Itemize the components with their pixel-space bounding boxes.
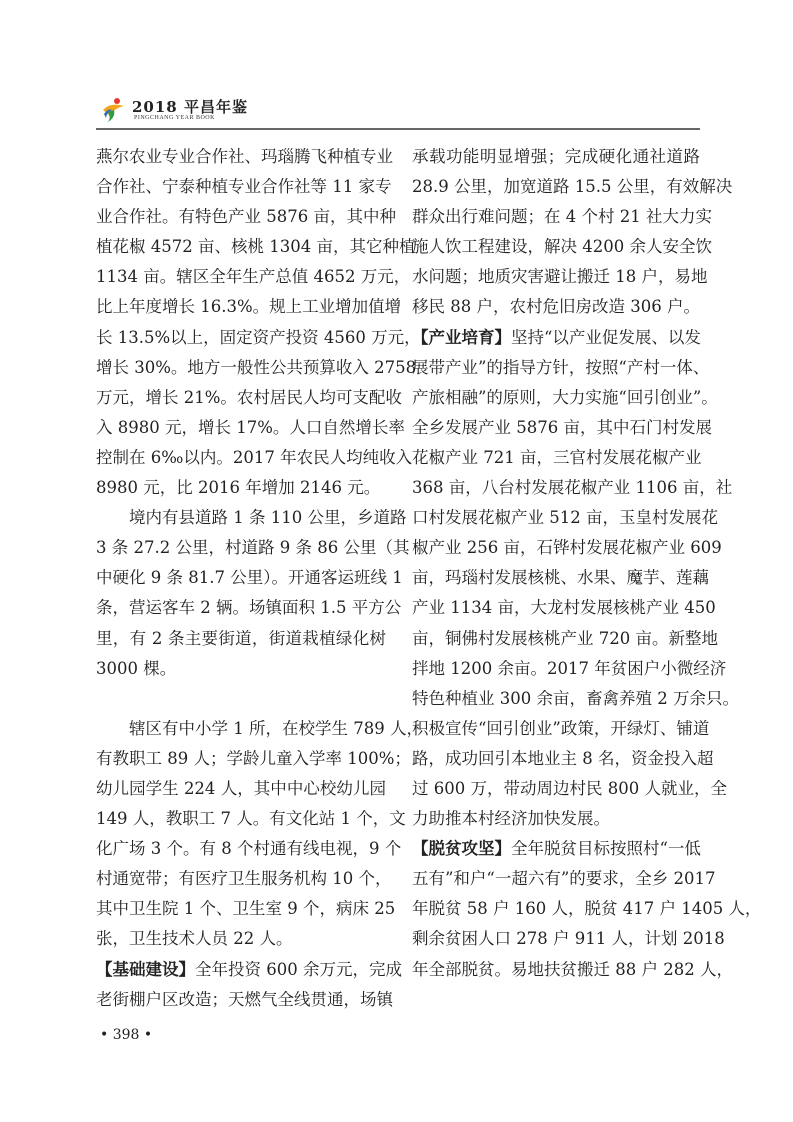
text-line — [96, 985, 393, 1015]
text-line — [96, 924, 386, 954]
line-text: 施人饮工程建设，解决 4200 余人安全饮 — [412, 237, 712, 257]
text-line — [412, 714, 710, 744]
text-line — [412, 834, 700, 864]
text-line — [96, 232, 416, 262]
line-text: 年脱贫 58 户 160 人，脱贫 417 户 1405 人， — [412, 899, 762, 919]
text-line — [412, 593, 716, 623]
text-line — [96, 654, 386, 684]
line-text: 产业 1134 亩，大龙村发展核桃产业 450 — [412, 598, 716, 618]
line-text: 3000 棵。 — [96, 658, 177, 678]
line-text: 口村发展花椒产业 512 亩，玉皇村发展花 — [412, 508, 718, 528]
line-text: 剩余贫困人口 278 户 911 人，计划 2018 — [412, 929, 725, 949]
text-line — [96, 804, 406, 834]
text-line — [412, 292, 700, 322]
line-text: 产旅相融”的原则，大力实施“回引创业”。 — [412, 387, 718, 407]
text-line — [412, 744, 714, 774]
line-text: 五有”和户“一超六有”的要求，全乡 2017 — [412, 869, 716, 889]
text-line — [96, 744, 411, 774]
text-line — [412, 443, 700, 473]
text-line — [412, 202, 712, 232]
text-line — [96, 533, 410, 563]
yearbook-logo-icon — [100, 96, 128, 124]
section-heading: 【产业培育】 — [412, 327, 511, 347]
text-line — [96, 413, 405, 443]
text-line — [412, 383, 718, 413]
text-line — [412, 172, 733, 202]
line-text: 比上年度增长 16.3%。规上工业增加值增 — [96, 297, 402, 317]
text-line — [96, 563, 403, 593]
line-text: 里，有 2 条主要街道，街道栽植绿化树 — [96, 628, 386, 648]
text-line — [96, 834, 402, 864]
line-text: 辖区有中小学 1 所，在校学生 789 人， — [129, 718, 423, 738]
text-line — [412, 473, 733, 503]
line-text: 展带产业”的指导方针，按照“产村一体、 — [412, 357, 710, 377]
line-text: 3 条 27.2 公里，村道路 9 条 86 公里（其 — [96, 538, 410, 558]
line-text: 坚持“以产业促发展、以发 — [511, 327, 701, 347]
line-text: 亩，玛瑙村发展核桃、水果、魔芋、莲藕 — [412, 568, 709, 588]
paragraph-gap — [96, 684, 386, 714]
text-line — [96, 473, 386, 503]
line-text: 群众出行难问题；在 4 个村 21 社大力实 — [412, 207, 712, 227]
text-line — [412, 894, 762, 924]
line-text: 入 8980 元，增长 17%。人口自然增长率 — [96, 417, 405, 437]
text-line — [412, 804, 700, 834]
text-line — [96, 172, 392, 202]
line-text: 长 13.5%以上，固定资产投资 4560 万元， — [96, 327, 421, 347]
line-text: 控制在 6‰以内。2017 年农民人均纯收入 — [96, 447, 413, 467]
line-text: 中硬化 9 条 81.7 公里）。开通客运班线 1 — [96, 568, 403, 588]
line-text: 路，成功回引本地业主 8 名，资金投入超 — [412, 748, 714, 768]
line-text: 幼儿园学生 224 人，其中中心校幼儿园 — [96, 778, 386, 798]
line-text: 植花椒 4572 亩、核桃 1304 亩，其它种植 — [96, 237, 416, 257]
line-text: 椒产业 256 亩，石铧村发展花椒产业 609 — [412, 538, 722, 558]
line-text: 368 亩，八台村发展花椒产业 1106 亩，社 — [412, 478, 733, 498]
line-text: 亩，铜佛村发展核桃产业 720 亩。新整地 — [412, 628, 718, 648]
text-line — [412, 353, 710, 383]
line-text: 149 人，教职工 7 人。有文化站 1 个，文 — [96, 809, 406, 829]
line-text: 花椒产业 721 亩，三官村发展花椒产业 — [412, 447, 702, 467]
line-text: 张，卫生技术人员 22 人。 — [96, 929, 293, 949]
text-line — [412, 654, 727, 684]
left-column — [96, 142, 423, 1015]
text-line — [96, 202, 396, 232]
header-subtitle: PINGCHANG YEAR BOOK — [134, 115, 215, 121]
line-text: 老街棚户区改造；天燃气全线贯通，场镇 — [96, 989, 393, 1009]
line-text: 化广场 3 个。有 8 个村通有线电视，9 个 — [96, 839, 402, 859]
line-text: 力助推本村经济加快发展。 — [412, 809, 610, 829]
right-column — [412, 142, 762, 985]
line-text: 8980 元，比 2016 年增加 2146 元。 — [96, 478, 381, 498]
section-heading: 【基础建设】 — [96, 959, 195, 979]
line-text: 1134 亩。辖区全年生产总值 4652 万元， — [96, 267, 411, 287]
text-line — [96, 292, 402, 322]
text-line — [412, 533, 722, 563]
line-text: 全年投资 600 余万元，完成 — [195, 959, 402, 979]
text-line — [96, 323, 421, 353]
text-line — [96, 714, 423, 744]
header-title: 2018 平昌年鉴 — [132, 98, 248, 116]
line-text: 年全部脱贫。易地扶贫搬迁 88 户 282 人， — [412, 959, 733, 979]
page-number: • 398 • — [100, 1027, 153, 1043]
line-text: 全年脱贫目标按照村“一低 — [511, 839, 701, 859]
line-text: 拌地 1200 余亩。2017 年贫困户小微经济 — [412, 658, 727, 678]
text-line — [96, 864, 392, 894]
text-line — [96, 624, 386, 654]
line-text: 增长 30%。地方一般性公共预算收入 2758 — [96, 357, 417, 377]
line-text: 全乡发展产业 5876 亩，其中石门村发展 — [412, 417, 712, 437]
text-line — [412, 684, 739, 714]
line-text: 积极宣传“回引创业”政策，开绿灯、铺道 — [412, 718, 710, 738]
text-line — [412, 262, 708, 292]
text-line — [96, 443, 413, 473]
text-line — [96, 383, 402, 413]
text-line — [96, 894, 396, 924]
line-text: 合作社、宁泰种植专业合作社等 11 家专 — [96, 177, 392, 197]
text-line — [96, 955, 402, 985]
text-line — [96, 262, 411, 292]
text-line — [412, 503, 718, 533]
text-line — [412, 413, 712, 443]
text-line — [412, 142, 700, 172]
text-line — [412, 924, 725, 954]
line-text: 28.9 公里，加宽道路 15.5 公里，有效解决 — [412, 177, 733, 197]
line-text: 万元，增长 21%。农村居民人均可支配收 — [96, 387, 402, 407]
text-line — [96, 593, 402, 623]
text-line — [412, 864, 716, 894]
line-text: 燕尔农业专业合作社、玛瑙腾飞种植专业 — [96, 147, 393, 166]
text-line — [412, 774, 727, 804]
line-text: 条，营运客车 2 辆。场镇面积 1.5 平方公 — [96, 598, 402, 618]
line-text: 有教职工 89 人；学龄儿童入学率 100%； — [96, 748, 411, 768]
text-line — [412, 323, 700, 353]
line-text: 境内有县道路 1 条 110 公里，乡道路 — [129, 508, 407, 528]
line-text: 村通宽带；有医疗卫生服务机构 10 个， — [96, 869, 392, 889]
text-line — [412, 624, 718, 654]
text-line — [412, 563, 709, 593]
running-header — [96, 94, 700, 130]
text-line — [96, 353, 417, 383]
text-line — [96, 142, 393, 172]
line-text: 业合作社。有特色产业 5876 亩，其中种 — [96, 207, 396, 227]
line-text: 移民 88 户，农村危旧房改造 306 户。 — [412, 297, 700, 317]
text-line — [412, 232, 712, 262]
line-text: 水问题；地质灾害避让搬迁 18 户，易地 — [412, 267, 708, 287]
section-heading: 【脱贫攻坚】 — [412, 839, 511, 859]
text-line — [96, 503, 407, 533]
line-text: 承载功能明显增强；完成硬化通社道路 — [412, 147, 700, 166]
text-line — [412, 955, 733, 985]
text-line — [96, 774, 386, 804]
line-text: 特色种植业 300 余亩，畜禽养殖 2 万余只。 — [412, 688, 739, 708]
line-text: 过 600 万，带动周边村民 800 人就业，全 — [412, 778, 727, 798]
line-text: 其中卫生院 1 个、卫生室 9 个，病床 25 — [96, 899, 396, 919]
